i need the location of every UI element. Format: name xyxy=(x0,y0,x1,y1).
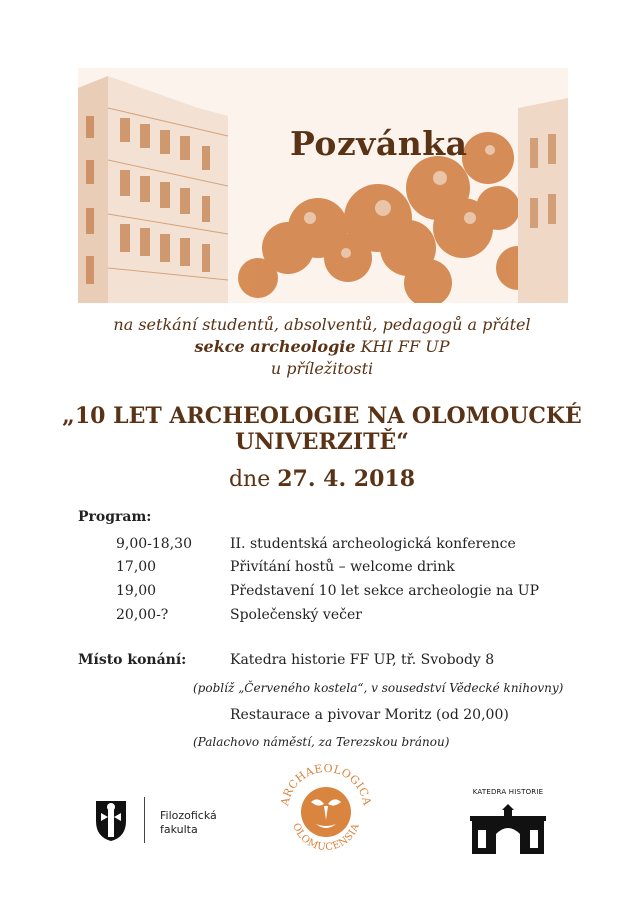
venue-note-1: (poblíž „Červeného kostela“, v sousedství Vědecké knihovny) xyxy=(193,681,564,695)
upol-scepter-icon xyxy=(86,795,136,845)
event-date xyxy=(0,466,644,492)
gate-icon xyxy=(466,798,550,856)
page-title: Pozvánka xyxy=(290,124,468,163)
invite-section-name: sekce archeologie xyxy=(194,337,356,356)
invite-line-3: u příležitosti xyxy=(270,359,374,378)
venue-place-1: Katedra historie FF UP, tř. Svobody 8 xyxy=(230,652,495,668)
program-time: 17,00 xyxy=(116,559,157,575)
hero-image xyxy=(78,68,568,303)
venue-note-2: (Palachovo náměstí, za Terezskou bránou) xyxy=(193,735,450,749)
archaeologica-olomucensia-logo xyxy=(278,758,374,860)
program-time: 9,00-18,30 xyxy=(116,536,192,552)
program-desc: II. studentská archeologická konference xyxy=(230,536,516,552)
mask-emblem-icon xyxy=(278,758,374,860)
venue-place-2: Restaurace a pivovar Moritz (od 20,00) xyxy=(230,707,509,723)
program-time: 19,00 xyxy=(116,583,157,599)
program-desc: Přivítání hostů – welcome drink xyxy=(230,559,455,575)
date-prefix: dne xyxy=(228,467,278,492)
svg-text:OLOMUCENSIA: OLOMUCENSIA xyxy=(290,821,362,854)
faculty-name-line-1: Filozofická xyxy=(160,809,217,822)
svg-text:ARCHAEOLOGICA: ARCHAEOLOGICA xyxy=(278,761,374,807)
venue-heading: Místo konání: xyxy=(78,652,187,668)
program-time: 20,00-? xyxy=(116,607,169,623)
invite-department: KHI FF UP xyxy=(355,337,450,356)
invite-line-1: na setkání studentů, absolventů, pedagogů a přátel xyxy=(113,315,531,334)
program-desc: Představení 10 let sekce archeologie na UP xyxy=(230,583,540,599)
katedra-historie-logo xyxy=(466,788,550,854)
katedra-historie-label: KATEDRA HISTORIE xyxy=(472,788,544,796)
program-heading: Program: xyxy=(78,509,152,525)
invite-line-2 xyxy=(0,337,644,356)
date-value: 27. 4. 2018 xyxy=(277,466,416,492)
program-desc: Společenský večer xyxy=(230,607,362,623)
building-trees-illustration xyxy=(78,68,568,303)
event-title: „10 LET ARCHEOLOGIE NA OLOMOUCKÉ UNIVERZITĚ“ xyxy=(62,403,582,455)
faculty-name xyxy=(160,809,217,837)
faculty-logo xyxy=(86,795,226,845)
faculty-name-line-2: fakulta xyxy=(160,823,198,836)
logo-divider xyxy=(144,797,145,843)
